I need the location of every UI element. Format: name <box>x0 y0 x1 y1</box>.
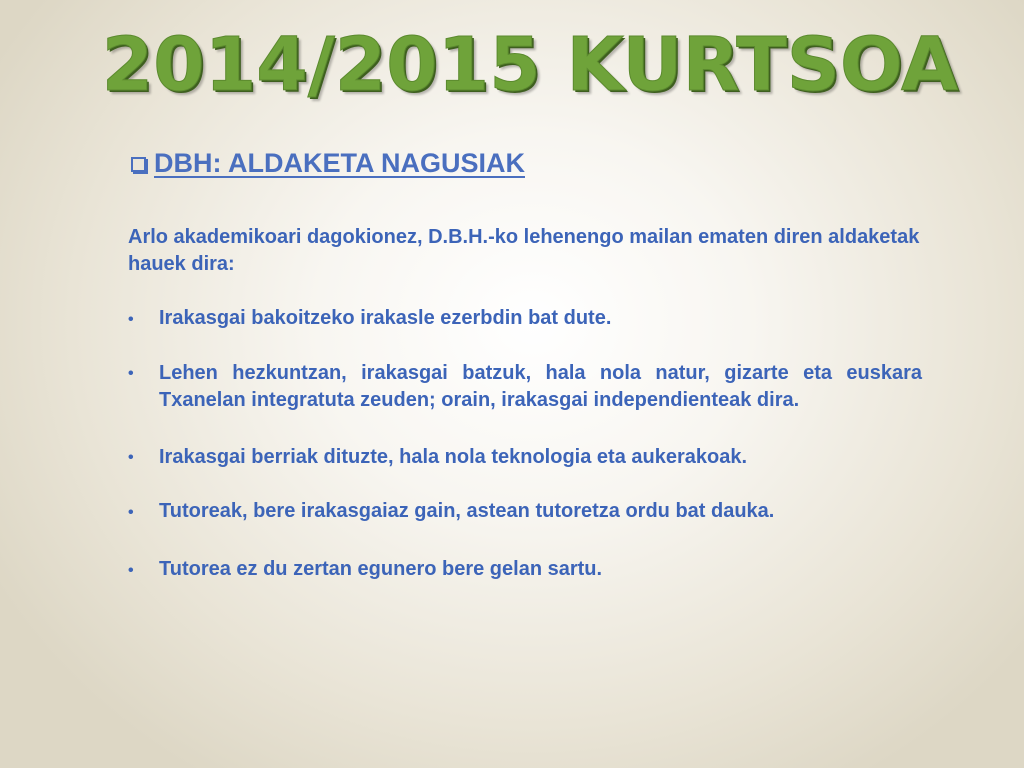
bullet-icon: • <box>128 365 134 382</box>
list-item <box>128 360 922 414</box>
bullet-icon: • <box>128 311 134 328</box>
checkbox-icon <box>131 157 146 172</box>
list-item <box>128 498 922 526</box>
section-heading-text: DBH: ALDAKETA NAGUSIAK <box>154 148 525 178</box>
bullet-text: Irakasgai berriak dituzte, hala nola teknologia eta aukerakoak. <box>159 446 748 468</box>
intro-paragraph: Arlo akademikoari dagokionez, D.B.H.-ko lehenengo mailan ematen diren aldaketak hauek dira: <box>128 226 920 275</box>
bullet-text: Lehen hezkuntzan, irakasgai batzuk, hala nola natur, gizarte eta euskara Txanelan integratuta zeuden; orain, irakasgai independienteak dira. <box>159 362 922 411</box>
bullet-icon: • <box>128 562 134 579</box>
bullet-icon: • <box>128 449 134 466</box>
bullet-icon: • <box>128 504 134 521</box>
bullet-text: Irakasgai bakoitzeko irakasle ezerbdin bat dute. <box>159 307 612 329</box>
slide-title: 2014/2015 KURTSOA <box>101 22 959 108</box>
bullet-text: Tutorea ez du zertan egunero bere gelan sartu. <box>159 558 603 580</box>
bullet-list <box>128 305 922 584</box>
list-item <box>128 444 922 471</box>
section-heading <box>131 150 525 177</box>
list-item <box>128 556 922 584</box>
bullet-text: Tutoreak, bere irakasgaiaz gain, astean tutoretza ordu bat dauka. <box>159 500 775 522</box>
slide-body <box>128 224 922 584</box>
list-item <box>128 305 922 333</box>
